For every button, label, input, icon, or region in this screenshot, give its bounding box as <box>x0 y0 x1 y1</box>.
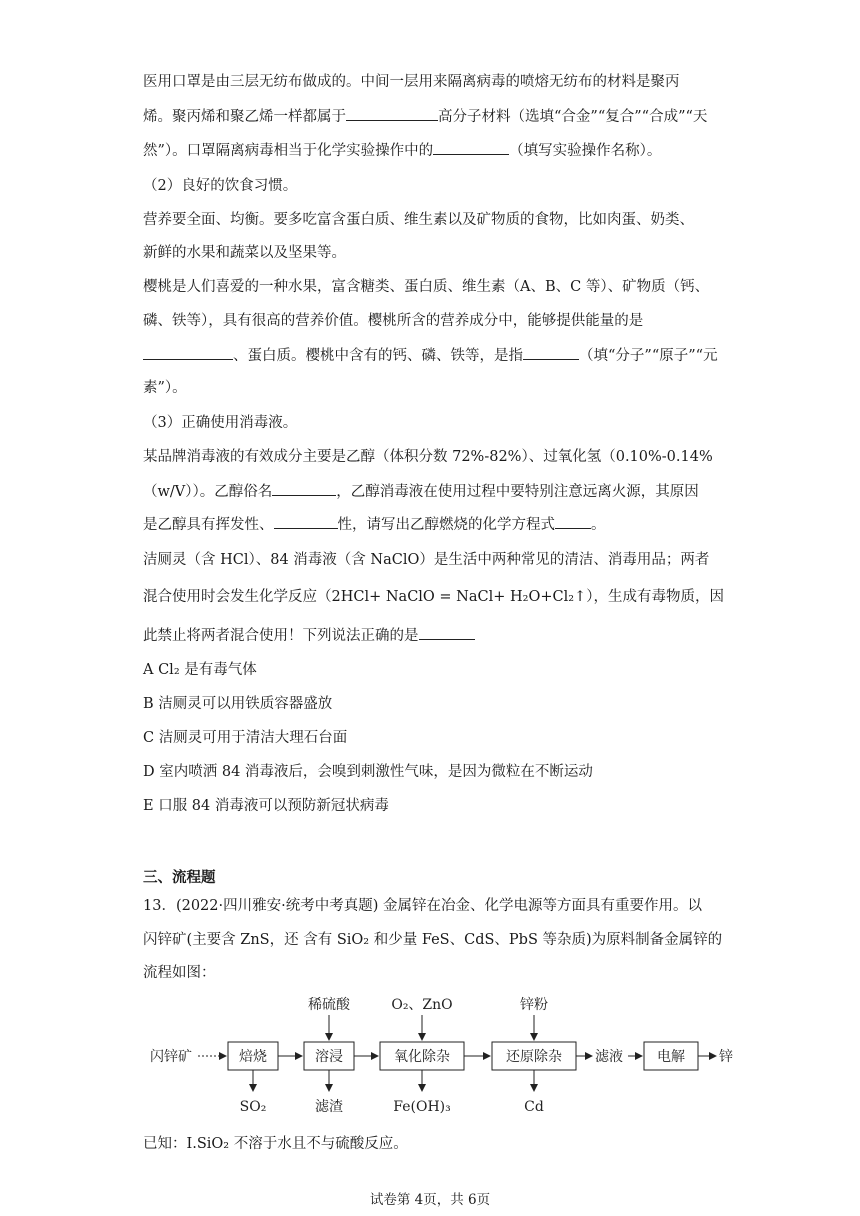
text-line: （w/V））。乙醇俗名 ，乙醇消毒液在使用过程中要特别注意远离火源，其原因 <box>143 481 733 502</box>
option-b[interactable]: B 洁厕灵可以用铁质容器盛放 <box>143 696 333 712</box>
option-c[interactable]: C 洁厕灵可用于清洁大理石台面 <box>143 730 348 746</box>
flow-start-label: 闪锌矿 <box>150 1049 192 1065</box>
flow-box-label: 溶浸 <box>315 1049 343 1065</box>
answer-blank[interactable] <box>274 514 338 529</box>
answer-blank[interactable] <box>433 140 509 155</box>
flow-filtrate-label: 滤液 <box>595 1049 623 1065</box>
text-line: 是乙醇具有挥发性、 性，请写出乙醇燃烧的化学方程式 。 <box>143 514 733 535</box>
flow-box-label: 氧化除杂 <box>394 1049 450 1065</box>
known-condition: 已知：I.SiO₂ 不溶于水且不与硫酸反应。 <box>143 1136 408 1152</box>
option-a[interactable]: A Cl₂ 是有毒气体 <box>143 662 257 678</box>
flow-box-label: 还原除杂 <box>506 1049 562 1065</box>
section-title: 三、流程题 <box>143 869 216 886</box>
text-line: 某品牌消毒液的有效成分主要是乙醇（体积分数 72%-82%）、过氧化氢（0.10%-0.14% <box>143 449 713 465</box>
text-line: 素”）。 <box>143 380 187 396</box>
text-line: 此禁止将两者混合使用！下列说法正确的是 <box>143 625 733 646</box>
flow-output-label: Cd <box>524 1099 544 1115</box>
text-line: 医用口罩是由三层无纺布做成的。中间一层用来隔离病毒的喷熔无纺布的材料是聚丙 <box>143 74 680 90</box>
text-line: 磷、铁等），具有很高的营养价值。樱桃所含的营养成分中，能够提供能量的是 <box>143 313 644 329</box>
answer-blank[interactable] <box>272 481 336 496</box>
text-line: 樱桃是人们喜爱的一种水果，富含糖类、蛋白质、维生素（A、B、C 等）、矿物质（钙、 <box>143 279 710 295</box>
flow-output-label: Fe(OH)₃ <box>393 1099 451 1115</box>
answer-blank[interactable] <box>346 106 438 121</box>
question-13: 13．(2022·四川雅安·统考中考真题) 金属锌在冶金、化学电源等方面具有重要作用。以 <box>143 898 702 914</box>
text-line: 混合使用时会发生化学反应（2HCl+ NaClO = NaCl+ H₂O+Cl₂↑），生成有毒物质，因 <box>143 589 724 605</box>
page-footer: 试卷第 4页，共 6页 <box>369 1192 491 1208</box>
answer-blank[interactable] <box>419 625 475 640</box>
text-line: 烯。聚丙烯和聚乙烯一样都属于 高分子材料（选填“合金”“复合”“合成”“天 <box>143 106 733 127</box>
subquestion-heading: （3）正确使用消毒液。 <box>143 415 298 431</box>
text-line: 流程如图： <box>143 965 216 981</box>
text-line: 洁厕灵（含 HCl）、84 消毒液（含 NaClO）是生活中两种常见的清洁、消毒用品；两者 <box>143 552 710 568</box>
flow-input-label: O₂、ZnO <box>391 997 453 1013</box>
process-flow-diagram <box>140 995 740 1125</box>
text-line: 闪锌矿(主要含 ZnS，还 含有 SiO₂ 和少量 FeS、CdS、PbS 等杂质)为原料制备金属锌的 <box>143 932 723 948</box>
flow-box-label: 焙烧 <box>239 1049 267 1065</box>
chemical-equation: 2HCl+ NaClO = NaCl+ H₂O+Cl₂↑ <box>331 589 587 605</box>
flow-output-label: SO₂ <box>239 1099 267 1115</box>
flow-input-label: 锌粉 <box>520 997 548 1013</box>
text-line: 新鲜的水果和蔬菜以及坚果等。 <box>143 245 346 261</box>
flow-box-label: 电解 <box>657 1049 685 1065</box>
answer-blank[interactable] <box>523 345 579 360</box>
answer-blank[interactable] <box>555 514 591 529</box>
text-line: 然”）。口罩隔离病毒相当于化学实验操作中的 （填写实验操作名称）。 <box>143 140 733 161</box>
option-d[interactable]: D 室内喷洒 84 消毒液后，会嗅到刺激性气味，是因为微粒在不断运动 <box>143 764 593 780</box>
flow-input-label: 稀硫酸 <box>308 997 350 1013</box>
flow-output-label: 滤渣 <box>315 1099 343 1115</box>
flow-end-label: 锌 <box>719 1049 733 1065</box>
subquestion-heading: （2）良好的饮食习惯。 <box>143 178 298 194</box>
option-e[interactable]: E 口服 84 消毒液可以预防新冠状病毒 <box>143 798 389 814</box>
answer-blank[interactable] <box>143 345 233 360</box>
text-line: 营养要全面、均衡。要多吃富含蛋白质、维生素以及矿物质的食物，比如肉蛋、奶类、 <box>143 212 694 228</box>
text-line: 、蛋白质。樱桃中含有的钙、磷、铁等，是指 （填“分子”“原子”“元 <box>143 345 733 366</box>
